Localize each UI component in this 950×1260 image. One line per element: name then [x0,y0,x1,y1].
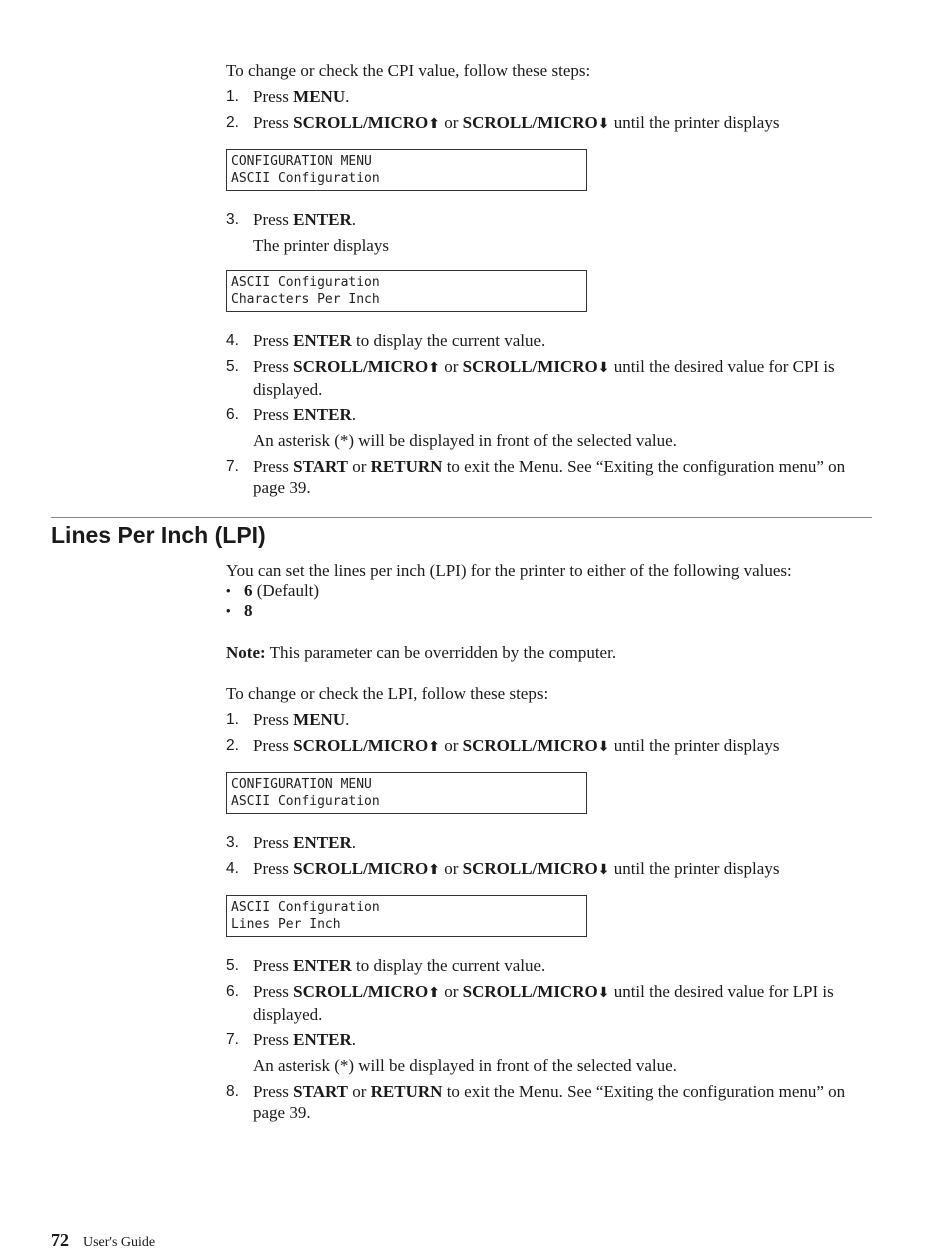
bullet-icon: • [226,583,231,598]
lcd-display-configuration-menu: CONFIGURATION MENU ASCII Configuration [226,772,587,814]
lpi-intro-steps: To change or check the LPI, follow these steps: [226,684,549,703]
lcd-display-configuration-menu: CONFIGURATION MENU ASCII Configuration [226,149,587,191]
lpi-step-3: 3. Press ENTER. [226,833,356,852]
cpi-step-2: 2. Press SCROLL/MICRO⬆ or SCROLL/MICRO⬇ until the printer displays [226,113,780,132]
lcd-display-characters-per-inch: ASCII Configuration Characters Per Inch [226,270,587,312]
scroll-down-arrow-icon: ⬇ [597,985,610,1001]
cpi-steps-section [226,60,876,498]
lpi-option-6: • 6 (Default) [226,581,320,600]
scroll-down-arrow-icon: ⬇ [597,360,610,376]
guide-title: User's Guide [83,1235,156,1250]
bullet-icon: • [226,603,231,618]
cpi-step-3: 3. Press ENTER. [226,210,356,229]
lpi-step-4: 4. Press SCROLL/MICRO⬆ or SCROLL/MICRO⬇ until the printer displays [226,859,780,878]
lpi-step-1: 1. Press MENU. [226,710,350,729]
lpi-step-6: 6. Press SCROLL/MICRO⬆ or SCROLL/MICRO⬇ until the desired value for LPI is displayed. [226,982,834,1024]
lpi-step-8: 8. Press START or RETURN to exit the Menu. See “Exiting the configuration menu” on page 39. [226,1082,846,1122]
cpi-step-5: 5. Press SCROLL/MICRO⬆ or SCROLL/MICRO⬇ until the desired value for CPI is displayed. [226,357,835,399]
section-divider [51,517,872,518]
cpi-step-4: 4. Press ENTER to display the current value. [226,331,546,350]
scroll-down-arrow-icon: ⬇ [597,739,610,755]
cpi-step-7: 7. Press START or RETURN to exit the Menu. See “Exiting the configuration menu” on page 39. [226,457,846,497]
page-number: 72 [51,1230,69,1250]
cpi-step-3-note: The printer displays [253,236,389,255]
lpi-step-2: 2. Press SCROLL/MICRO⬆ or SCROLL/MICRO⬇ until the printer displays [226,736,780,755]
scroll-down-arrow-icon: ⬇ [597,116,610,132]
page-footer [51,1230,155,1251]
lpi-step-7-note: An asterisk (*) will be displayed in front of the selected value. [253,1056,677,1075]
lpi-section [226,560,876,1123]
lcd-display-lines-per-inch: ASCII Configuration Lines Per Inch [226,895,587,937]
scroll-up-arrow-icon: ⬆ [428,862,440,878]
cpi-step-6-note: An asterisk (*) will be displayed in front of the selected value. [253,431,677,450]
scroll-up-arrow-icon: ⬆ [428,360,440,376]
section-heading: Lines Per Inch (LPI) [51,522,266,548]
lpi-option-8: • 8 [226,601,253,620]
scroll-down-arrow-icon: ⬇ [597,862,610,878]
lpi-step-7: 7. Press ENTER. [226,1030,356,1049]
lpi-step-5: 5. Press ENTER to display the current value. [226,956,546,975]
cpi-intro: To change or check the CPI value, follow these steps: [226,61,591,80]
cpi-step-1: 1. Press MENU. [226,87,350,106]
lpi-intro: You can set the lines per inch (LPI) for the printer to either of the following values: [226,561,792,580]
scroll-up-arrow-icon: ⬆ [428,739,440,755]
scroll-up-arrow-icon: ⬆ [428,985,440,1001]
cpi-step-6: 6. Press ENTER. [226,405,356,424]
note: Note: This parameter can be overridden by the computer. [226,643,617,662]
scroll-up-arrow-icon: ⬆ [428,116,440,132]
